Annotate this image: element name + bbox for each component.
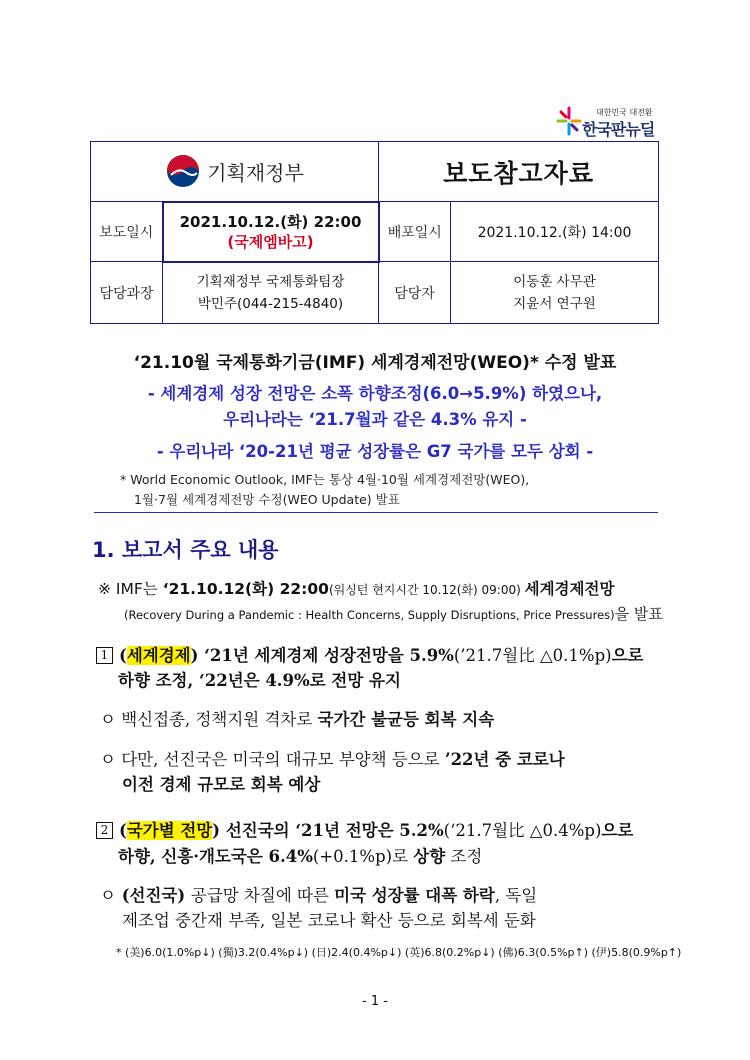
ref-tail: 세계경제전망 [524,580,615,598]
korean-new-deal-logo [556,104,666,138]
dept-label: 담당과장 [91,262,163,324]
section-title: 1. 보고서 주요 내용 [92,538,279,562]
bullet-2-line-2-text: 이전 경제 규모로 회복 예상 [122,775,321,794]
sub-headline-1: - 세계경제 성장 전망은 소폭 하향조정(6.0→5.9%) 하였으나, [147,384,603,403]
item-1-line-2-text: 하향 조정, ‘22년은 4.9%로 전망 유지 [118,671,401,690]
bullet-2-line-2 [122,771,320,795]
distribution-label: 배포일시 [379,202,451,262]
item-2-line-1 [96,817,633,841]
bullet-3-line-1 [100,882,537,906]
item-2-close: ) 선진국의 ‘21년 전망은 [212,821,400,840]
ref-date: ‘21.10.12(화) 22:00 [162,580,329,598]
item-number-box: 1 [96,647,113,664]
main-headline: ‘21.10월 국제통화기금(IMF) 세계경제전망(WEO)* 수정 발표 [133,353,617,373]
bullet-1 [100,706,494,730]
item-2-open: ( [119,821,127,840]
sub-headline-2: 우리나라는 ‘21.7월과 같은 4.3% 유지 - [223,410,527,429]
press-release-header-table [90,141,659,324]
item-1-tag: 세계경제 [126,646,191,665]
item-1-line-1 [96,642,643,666]
contact-label: 담당자 [379,262,451,324]
release-label: 보도일시 [91,202,163,262]
bullet-3-tag: (선진국) [115,886,191,905]
item-2-line-2-paren: (+0.1%p) [312,847,393,866]
bullet-marker: ㅇ [100,750,116,769]
item-2-line-2-a: 하향, 신흥·개도국은 [118,847,269,866]
page-number: - 1 - [362,994,388,1009]
bullet-marker: ㅇ [100,886,116,905]
item-1-close: ) ‘21년 세계경제 성장전망을 [190,646,410,665]
embargo-badge: (국제엠바고) [227,232,314,251]
government-emblem-icon [165,153,201,189]
new-deal-tagline: 대한민국 대전환 [596,108,653,117]
dept-line-1: 기획재정부 국제통화팀장 [196,273,345,290]
item-1-value: 5.9% [409,646,454,665]
item-2-line-2-b: 로 [392,847,414,866]
bullet-1-pre: 백신접종, 정책지원 격차로 [115,710,318,729]
headline-note-2: 1월·7월 세계경제전망 수정(WEO Update) 발표 [134,492,400,507]
ministry-name: 기획재정부 [207,160,304,185]
item-1-open: ( [119,646,127,665]
release-datetime: 2021.10.12.(화) 22:00 [179,212,362,231]
release-datetime-cell [163,202,379,262]
bullet-3-post: , 독일 [494,886,538,905]
new-deal-star-icon [556,106,582,136]
item-2-value: 5.2% [399,821,444,840]
item-1-line-2 [118,667,401,691]
footnote: * (美)6.0(1.0%p↓) (獨)3.2(0.4%p↓) (日)2.4(0.4%p↓) (英)6.8(0.2%p↓) (佛)6.3(0.5%p↑) (伊)5.8(0.9%p↑) [116,946,682,959]
new-deal-wordmark: 한국판뉴딜 [582,120,655,139]
item-1-paren: (’21.7월比 △0.1%p) [453,646,612,665]
bullet-2-line-1 [100,746,565,770]
item-2-line-2-value: 6.4% [268,847,313,866]
bullet-3-line-2: 제조업 중간재 부족, 일본 코로나 확산 등으로 회복세 둔화 [122,911,536,930]
headline-note-1: * World Economic Outlook, IMF는 통상 4월·10월 세계경제전망(WEO), [120,472,530,487]
contact-line-2: 지윤서 연구원 [513,295,596,312]
ref-prefix: ※ IMF는 [98,580,163,598]
bullet-2-bold: ’22년 중 코로나 [444,750,565,769]
ref-sub-tail: 을 발표 [614,605,663,623]
ministry-cell [91,142,379,202]
bullet-1-bold: 국가간 불균등 회복 지속 [317,710,495,729]
dept-line-2: 박민주(044-215-4840) [197,295,344,312]
sub-headline-3: - 우리나라 ‘20-21년 평균 성장률은 G7 국가를 모두 상회 - [156,442,594,461]
item-2-line-2-bold: 상향 [413,847,446,866]
item-2-tag: 국가별 전망 [126,821,213,840]
doc-type-title: 보도참고자료 [379,142,659,202]
reference-line [98,577,614,599]
contact-cell [451,262,659,324]
divider [94,512,658,513]
item-2-line-2-c: 조정 [445,847,483,866]
ref-sub: (Recovery During a Pandemic : Health Concerns, Supply Disruptions, Price Pressures) [124,608,615,622]
bullet-3-bold: 미국 성장률 대폭 하락 [334,886,495,905]
reference-subtitle [124,603,663,624]
item-2-line-2 [118,843,482,867]
contact-line-1: 이동훈 사무관 [513,273,596,290]
item-2-paren: (‘21.7월比 △0.4%p) [443,821,602,840]
distribution-datetime: 2021.10.12.(화) 14:00 [451,202,659,262]
item-1-after: 으로 [611,646,644,665]
item-2-after: 으로 [601,821,634,840]
dept-contact-cell [163,262,379,324]
bullet-marker: ㅇ [100,710,116,729]
bullet-3-pre: 공급망 차질에 따른 [190,886,335,905]
ref-local-time: (워싱턴 현지시간 10.12(화) 09:00) [328,583,525,597]
item-number-box: 2 [96,822,113,839]
bullet-2-pre: 다만, 선진국은 미국의 대규모 부양책 등으로 [115,750,445,769]
